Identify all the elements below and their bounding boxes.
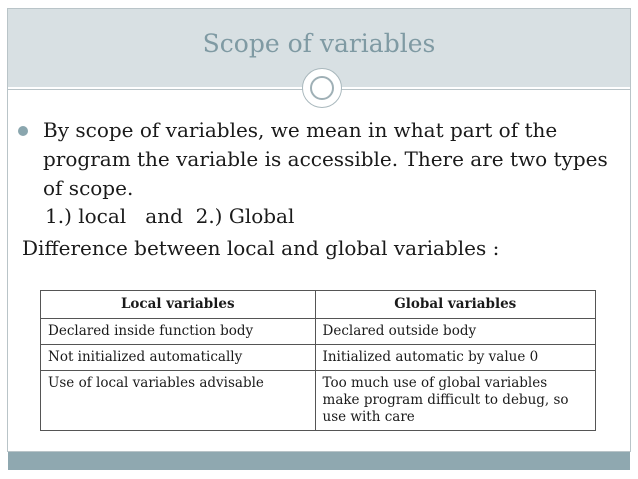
bullet-text: By scope of variables, we mean in what part of the program the variable is accessible. There are two types of scope. xyxy=(43,118,608,200)
bullet-dot-icon xyxy=(18,126,28,136)
table-row xyxy=(41,319,596,345)
table-row xyxy=(41,371,596,431)
comparison-table xyxy=(40,290,596,431)
slide-title: Scope of variables xyxy=(202,29,436,58)
divider-circle-inner xyxy=(310,76,334,100)
table-cell: Initialized automatic by value 0 xyxy=(315,345,595,371)
table-cell: Declared inside function body xyxy=(41,319,316,345)
table-cell: Use of local variables advisable xyxy=(41,371,316,431)
table-header-row xyxy=(41,291,596,319)
table-cell: Not initialized automatically xyxy=(41,345,316,371)
table-cell: Too much use of global variables make program difficult to debug, so use with care xyxy=(315,371,595,431)
divider-circle-ornament xyxy=(302,68,342,108)
bullet-item xyxy=(18,116,618,203)
footer-band xyxy=(8,452,630,470)
table-cell: Declared outside body xyxy=(315,319,595,345)
header-local: Local variables xyxy=(41,291,316,319)
difference-heading: Difference between local and global variables : xyxy=(22,236,500,260)
header-global: Global variables xyxy=(315,291,595,319)
table-row xyxy=(41,345,596,371)
scope-types-line: 1.) local and 2.) Global xyxy=(45,204,295,228)
